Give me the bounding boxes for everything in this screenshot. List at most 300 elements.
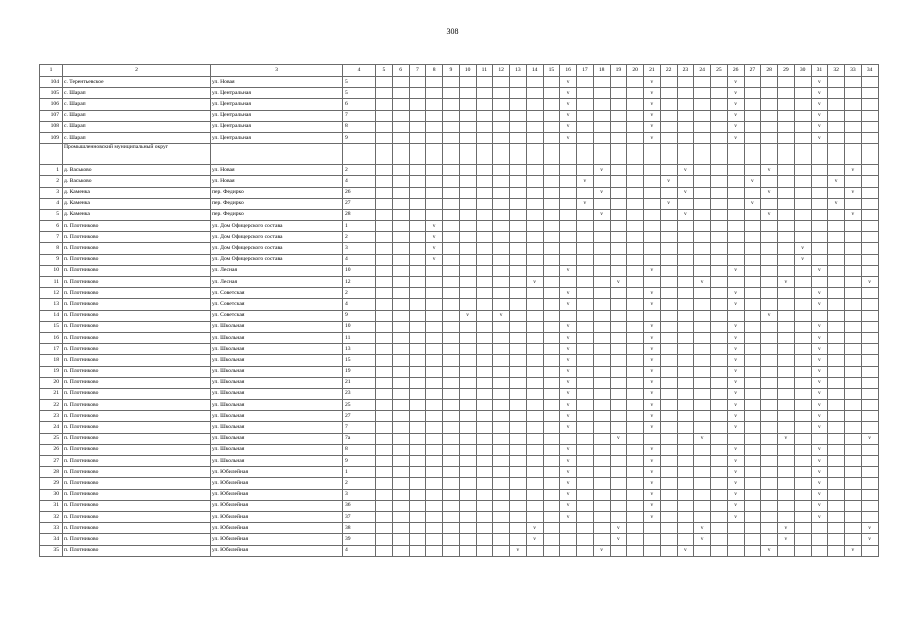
empty-cell bbox=[627, 355, 644, 366]
house-number-cell: 3 bbox=[343, 243, 376, 254]
empty-cell bbox=[811, 277, 828, 288]
empty-cell bbox=[593, 355, 610, 366]
empty-cell bbox=[526, 489, 543, 500]
check-mark-cell: v bbox=[761, 545, 778, 556]
empty-cell bbox=[711, 187, 728, 198]
empty-cell bbox=[794, 511, 811, 522]
empty-cell bbox=[476, 388, 493, 399]
empty-cell bbox=[660, 165, 677, 176]
row-number-cell: 13 bbox=[40, 299, 63, 310]
empty-cell bbox=[861, 478, 878, 489]
empty-cell bbox=[426, 99, 443, 110]
check-mark-cell: v bbox=[560, 366, 577, 377]
empty-cell bbox=[627, 433, 644, 444]
empty-cell bbox=[459, 187, 476, 198]
empty-cell bbox=[560, 209, 577, 220]
empty-cell bbox=[610, 321, 627, 332]
empty-cell bbox=[861, 198, 878, 209]
locality-cell: п. Плотниково bbox=[63, 254, 211, 265]
empty-cell bbox=[543, 254, 560, 265]
locality-cell: д. Каменка bbox=[63, 187, 211, 198]
empty-cell bbox=[828, 511, 845, 522]
empty-cell bbox=[426, 411, 443, 422]
empty-cell bbox=[443, 388, 460, 399]
empty-cell bbox=[476, 232, 493, 243]
check-mark-cell: v bbox=[560, 400, 577, 411]
row-number-cell: 33 bbox=[40, 523, 63, 534]
empty-cell bbox=[861, 288, 878, 299]
empty-cell bbox=[526, 243, 543, 254]
empty-cell bbox=[426, 489, 443, 500]
empty-cell bbox=[510, 377, 527, 388]
empty-cell bbox=[694, 243, 711, 254]
table-row bbox=[40, 209, 879, 220]
empty-cell bbox=[861, 110, 878, 121]
table-row bbox=[40, 232, 879, 243]
empty-cell bbox=[409, 377, 426, 388]
check-mark-cell: v bbox=[811, 467, 828, 478]
empty-cell bbox=[476, 332, 493, 343]
empty-cell bbox=[443, 523, 460, 534]
check-mark-cell: v bbox=[727, 478, 744, 489]
empty-cell bbox=[677, 433, 694, 444]
section-row bbox=[40, 144, 879, 165]
empty-cell bbox=[426, 456, 443, 467]
empty-cell bbox=[409, 176, 426, 187]
empty-cell bbox=[577, 277, 594, 288]
table-row bbox=[40, 277, 879, 288]
empty-cell bbox=[610, 344, 627, 355]
check-mark-cell: v bbox=[644, 77, 661, 88]
empty-cell bbox=[476, 534, 493, 545]
table-cell bbox=[577, 144, 594, 165]
empty-cell bbox=[376, 277, 393, 288]
empty-cell bbox=[443, 121, 460, 132]
empty-cell bbox=[526, 400, 543, 411]
empty-cell bbox=[794, 523, 811, 534]
empty-cell bbox=[845, 400, 862, 411]
check-mark-cell: v bbox=[560, 265, 577, 276]
column-header: 26 bbox=[727, 65, 744, 77]
empty-cell bbox=[392, 121, 409, 132]
empty-cell bbox=[543, 411, 560, 422]
empty-cell bbox=[644, 277, 661, 288]
empty-cell bbox=[459, 77, 476, 88]
empty-cell bbox=[577, 377, 594, 388]
column-header: 12 bbox=[493, 65, 510, 77]
table-row bbox=[40, 355, 879, 366]
empty-cell bbox=[610, 110, 627, 121]
table-row bbox=[40, 110, 879, 121]
empty-cell bbox=[627, 99, 644, 110]
street-cell: ул. Юбилейная bbox=[211, 500, 343, 511]
empty-cell bbox=[476, 500, 493, 511]
empty-cell bbox=[644, 232, 661, 243]
empty-cell bbox=[426, 209, 443, 220]
empty-cell bbox=[476, 277, 493, 288]
empty-cell bbox=[392, 344, 409, 355]
empty-cell bbox=[861, 99, 878, 110]
empty-cell bbox=[644, 187, 661, 198]
empty-cell bbox=[476, 77, 493, 88]
table-row bbox=[40, 165, 879, 176]
empty-cell bbox=[376, 88, 393, 99]
empty-cell bbox=[409, 534, 426, 545]
check-mark-cell: v bbox=[560, 467, 577, 478]
empty-cell bbox=[510, 277, 527, 288]
empty-cell bbox=[677, 355, 694, 366]
locality-cell: с. Терентьевское bbox=[63, 77, 211, 88]
empty-cell bbox=[426, 288, 443, 299]
check-mark-cell: v bbox=[811, 132, 828, 143]
empty-cell bbox=[828, 500, 845, 511]
empty-cell bbox=[660, 500, 677, 511]
check-mark-cell: v bbox=[811, 511, 828, 522]
check-mark-cell: v bbox=[560, 489, 577, 500]
empty-cell bbox=[443, 444, 460, 455]
empty-cell bbox=[711, 176, 728, 187]
empty-cell bbox=[610, 332, 627, 343]
empty-cell bbox=[476, 422, 493, 433]
empty-cell bbox=[845, 489, 862, 500]
column-header: 33 bbox=[845, 65, 862, 77]
empty-cell bbox=[376, 534, 393, 545]
empty-cell bbox=[744, 232, 761, 243]
empty-cell bbox=[794, 545, 811, 556]
empty-cell bbox=[392, 355, 409, 366]
table-cell bbox=[560, 144, 577, 165]
empty-cell bbox=[476, 243, 493, 254]
street-cell: ул. Советская bbox=[211, 310, 343, 321]
empty-cell bbox=[593, 310, 610, 321]
empty-cell bbox=[493, 321, 510, 332]
empty-cell bbox=[694, 221, 711, 232]
empty-cell bbox=[660, 523, 677, 534]
empty-cell bbox=[376, 254, 393, 265]
empty-cell bbox=[593, 321, 610, 332]
check-mark-cell: v bbox=[610, 523, 627, 534]
empty-cell bbox=[543, 388, 560, 399]
empty-cell bbox=[493, 288, 510, 299]
empty-cell bbox=[744, 422, 761, 433]
table-row bbox=[40, 176, 879, 187]
empty-cell bbox=[493, 243, 510, 254]
empty-cell bbox=[845, 523, 862, 534]
table-cell bbox=[727, 144, 744, 165]
empty-cell bbox=[577, 511, 594, 522]
check-mark-cell: v bbox=[811, 489, 828, 500]
empty-cell bbox=[476, 411, 493, 422]
empty-cell bbox=[660, 467, 677, 478]
empty-cell bbox=[778, 88, 795, 99]
column-header: 25 bbox=[711, 65, 728, 77]
empty-cell bbox=[459, 467, 476, 478]
row-number-cell: 25 bbox=[40, 433, 63, 444]
empty-cell bbox=[828, 534, 845, 545]
empty-cell bbox=[778, 110, 795, 121]
empty-cell bbox=[409, 265, 426, 276]
empty-cell bbox=[426, 332, 443, 343]
table-cell bbox=[744, 144, 761, 165]
column-header: 27 bbox=[744, 65, 761, 77]
empty-cell bbox=[577, 165, 594, 176]
empty-cell bbox=[577, 243, 594, 254]
empty-cell bbox=[711, 400, 728, 411]
empty-cell bbox=[409, 344, 426, 355]
empty-cell bbox=[727, 277, 744, 288]
empty-cell bbox=[778, 478, 795, 489]
empty-cell bbox=[409, 277, 426, 288]
empty-cell bbox=[744, 500, 761, 511]
empty-cell bbox=[610, 121, 627, 132]
locality-cell: п. Плотниково bbox=[63, 243, 211, 254]
empty-cell bbox=[392, 422, 409, 433]
empty-cell bbox=[711, 388, 728, 399]
empty-cell bbox=[526, 545, 543, 556]
table-cell bbox=[845, 144, 862, 165]
empty-cell bbox=[392, 99, 409, 110]
empty-cell bbox=[443, 254, 460, 265]
empty-cell bbox=[543, 277, 560, 288]
empty-cell bbox=[660, 77, 677, 88]
empty-cell bbox=[543, 288, 560, 299]
empty-cell bbox=[778, 198, 795, 209]
street-cell: ул. Новая bbox=[211, 165, 343, 176]
empty-cell bbox=[761, 321, 778, 332]
empty-cell bbox=[761, 422, 778, 433]
column-header: 31 bbox=[811, 65, 828, 77]
check-mark-cell: v bbox=[560, 77, 577, 88]
empty-cell bbox=[459, 377, 476, 388]
empty-cell bbox=[761, 288, 778, 299]
empty-cell bbox=[526, 377, 543, 388]
empty-cell bbox=[443, 221, 460, 232]
empty-cell bbox=[610, 310, 627, 321]
street-cell: ул. Юбилейная bbox=[211, 511, 343, 522]
page-number: 308 bbox=[446, 27, 459, 36]
check-mark-cell: v bbox=[811, 99, 828, 110]
empty-cell bbox=[627, 321, 644, 332]
empty-cell bbox=[778, 366, 795, 377]
column-header: 10 bbox=[459, 65, 476, 77]
empty-cell bbox=[711, 377, 728, 388]
empty-cell bbox=[392, 321, 409, 332]
check-mark-cell: v bbox=[811, 422, 828, 433]
empty-cell bbox=[627, 187, 644, 198]
table-cell bbox=[376, 144, 393, 165]
locality-cell: п. Плотниково bbox=[63, 422, 211, 433]
empty-cell bbox=[660, 232, 677, 243]
empty-cell bbox=[627, 377, 644, 388]
empty-cell bbox=[510, 321, 527, 332]
empty-cell bbox=[677, 221, 694, 232]
street-cell: ул. Центральная bbox=[211, 121, 343, 132]
check-mark-cell: v bbox=[644, 132, 661, 143]
empty-cell bbox=[828, 277, 845, 288]
empty-cell bbox=[426, 176, 443, 187]
empty-cell bbox=[392, 132, 409, 143]
empty-cell bbox=[711, 355, 728, 366]
empty-cell bbox=[376, 366, 393, 377]
empty-cell bbox=[526, 467, 543, 478]
empty-cell bbox=[644, 198, 661, 209]
empty-cell bbox=[526, 310, 543, 321]
empty-cell bbox=[778, 299, 795, 310]
row-number-cell: 109 bbox=[40, 132, 63, 143]
empty-cell bbox=[443, 99, 460, 110]
empty-cell bbox=[677, 534, 694, 545]
empty-cell bbox=[677, 321, 694, 332]
check-mark-cell: v bbox=[727, 366, 744, 377]
empty-cell bbox=[577, 265, 594, 276]
column-header: 29 bbox=[778, 65, 795, 77]
empty-cell bbox=[543, 243, 560, 254]
empty-cell bbox=[443, 187, 460, 198]
empty-cell bbox=[526, 433, 543, 444]
empty-cell bbox=[778, 187, 795, 198]
check-mark-cell: v bbox=[644, 489, 661, 500]
empty-cell bbox=[493, 355, 510, 366]
empty-cell bbox=[744, 221, 761, 232]
empty-cell bbox=[627, 332, 644, 343]
empty-cell bbox=[694, 332, 711, 343]
empty-cell bbox=[392, 388, 409, 399]
column-header: 18 bbox=[593, 65, 610, 77]
check-mark-cell: v bbox=[727, 288, 744, 299]
empty-cell bbox=[476, 110, 493, 121]
empty-cell bbox=[794, 534, 811, 545]
empty-cell bbox=[677, 99, 694, 110]
empty-cell bbox=[828, 232, 845, 243]
empty-cell bbox=[644, 254, 661, 265]
empty-cell bbox=[577, 411, 594, 422]
empty-cell bbox=[627, 121, 644, 132]
empty-cell bbox=[711, 456, 728, 467]
empty-cell bbox=[694, 132, 711, 143]
empty-cell bbox=[426, 388, 443, 399]
empty-cell bbox=[828, 478, 845, 489]
empty-cell bbox=[794, 355, 811, 366]
empty-cell bbox=[543, 332, 560, 343]
empty-cell bbox=[526, 187, 543, 198]
empty-cell bbox=[694, 77, 711, 88]
empty-cell bbox=[392, 456, 409, 467]
empty-cell bbox=[711, 545, 728, 556]
empty-cell bbox=[660, 444, 677, 455]
empty-cell bbox=[744, 321, 761, 332]
empty-cell bbox=[543, 400, 560, 411]
empty-cell bbox=[845, 265, 862, 276]
check-mark-cell: v bbox=[727, 99, 744, 110]
empty-cell bbox=[526, 265, 543, 276]
table-cell bbox=[543, 144, 560, 165]
empty-cell bbox=[409, 332, 426, 343]
empty-cell bbox=[409, 511, 426, 522]
empty-cell bbox=[861, 310, 878, 321]
empty-cell bbox=[526, 444, 543, 455]
empty-cell bbox=[526, 221, 543, 232]
house-number-cell: 7 bbox=[343, 110, 376, 121]
check-mark-cell: v bbox=[744, 198, 761, 209]
empty-cell bbox=[493, 209, 510, 220]
empty-cell bbox=[845, 355, 862, 366]
empty-cell bbox=[610, 165, 627, 176]
empty-cell bbox=[476, 176, 493, 187]
empty-cell bbox=[392, 209, 409, 220]
empty-cell bbox=[560, 165, 577, 176]
house-number-cell: 13 bbox=[343, 344, 376, 355]
empty-cell bbox=[694, 366, 711, 377]
empty-cell bbox=[543, 500, 560, 511]
empty-cell bbox=[761, 500, 778, 511]
empty-cell bbox=[660, 377, 677, 388]
empty-cell bbox=[627, 444, 644, 455]
empty-cell bbox=[392, 545, 409, 556]
schedule-table bbox=[39, 64, 879, 557]
empty-cell bbox=[694, 198, 711, 209]
empty-cell bbox=[577, 332, 594, 343]
empty-cell bbox=[409, 132, 426, 143]
empty-cell bbox=[778, 500, 795, 511]
table-row bbox=[40, 444, 879, 455]
column-header: 28 bbox=[761, 65, 778, 77]
check-mark-cell: v bbox=[560, 355, 577, 366]
table-cell bbox=[828, 144, 845, 165]
empty-cell bbox=[409, 99, 426, 110]
check-mark-cell: v bbox=[811, 366, 828, 377]
empty-cell bbox=[543, 489, 560, 500]
empty-cell bbox=[677, 121, 694, 132]
empty-cell bbox=[861, 422, 878, 433]
table-row bbox=[40, 545, 879, 556]
empty-cell bbox=[644, 209, 661, 220]
empty-cell bbox=[794, 321, 811, 332]
empty-cell bbox=[610, 288, 627, 299]
check-mark-cell: v bbox=[560, 88, 577, 99]
check-mark-cell: v bbox=[644, 299, 661, 310]
check-mark-cell: v bbox=[727, 444, 744, 455]
empty-cell bbox=[660, 489, 677, 500]
locality-cell: с. Шарап bbox=[63, 110, 211, 121]
empty-cell bbox=[811, 198, 828, 209]
empty-cell bbox=[677, 288, 694, 299]
empty-cell bbox=[526, 500, 543, 511]
empty-cell bbox=[459, 99, 476, 110]
empty-cell bbox=[727, 433, 744, 444]
empty-cell bbox=[861, 355, 878, 366]
table-row bbox=[40, 132, 879, 143]
empty-cell bbox=[794, 198, 811, 209]
empty-cell bbox=[660, 209, 677, 220]
house-number-cell: 10 bbox=[343, 265, 376, 276]
empty-cell bbox=[493, 377, 510, 388]
locality-cell: п. Плотниково bbox=[63, 444, 211, 455]
empty-cell bbox=[443, 545, 460, 556]
empty-cell bbox=[711, 232, 728, 243]
empty-cell bbox=[744, 265, 761, 276]
column-header: 32 bbox=[828, 65, 845, 77]
empty-cell bbox=[627, 523, 644, 534]
empty-cell bbox=[543, 310, 560, 321]
empty-cell bbox=[510, 165, 527, 176]
empty-cell bbox=[644, 176, 661, 187]
check-mark-cell: v bbox=[727, 265, 744, 276]
locality-cell: п. Плотниково bbox=[63, 344, 211, 355]
check-mark-cell: v bbox=[778, 277, 795, 288]
column-header: 21 bbox=[644, 65, 661, 77]
check-mark-cell: v bbox=[577, 198, 594, 209]
empty-cell bbox=[526, 332, 543, 343]
